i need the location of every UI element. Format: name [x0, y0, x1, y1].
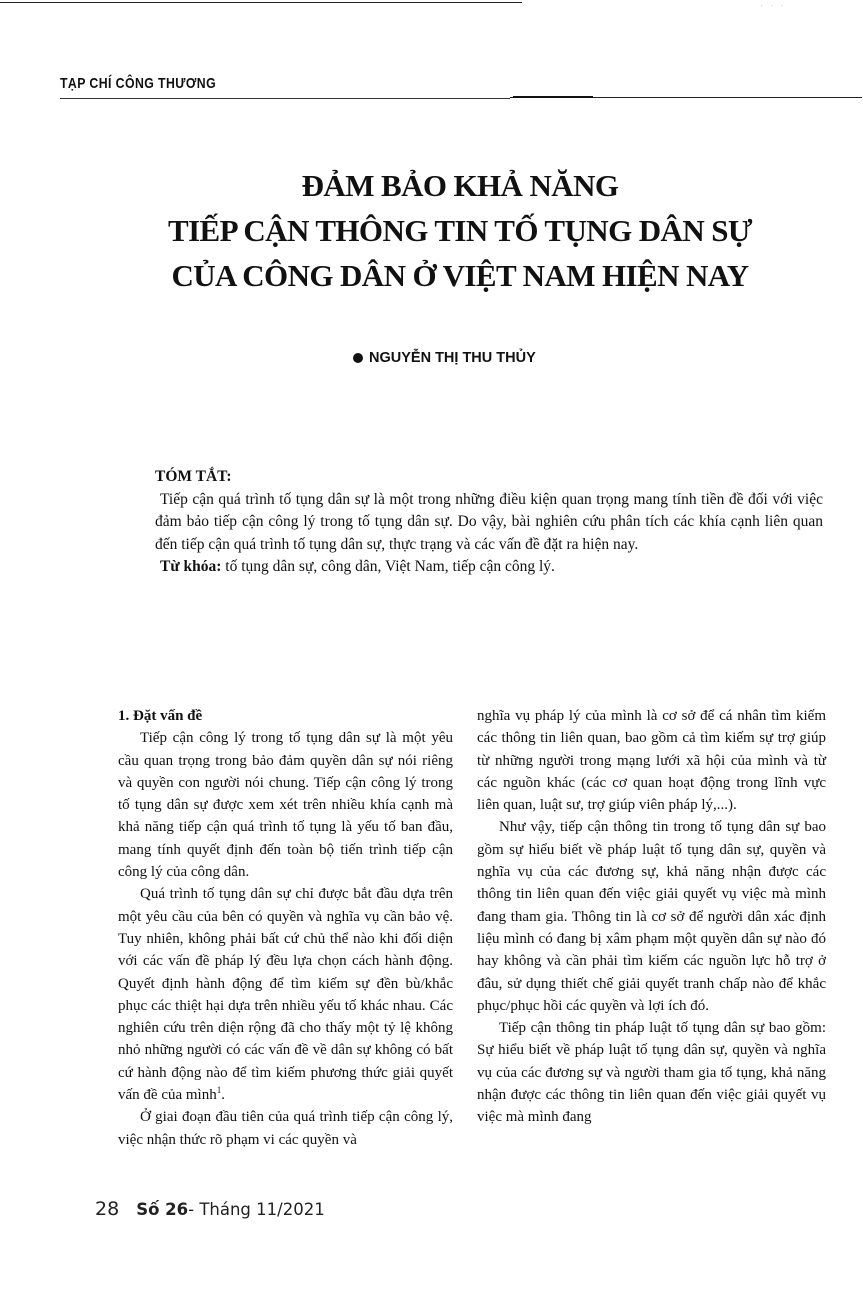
author-name: NGUYỄN THỊ THU THỦY: [369, 350, 536, 366]
abstract-section: [155, 466, 823, 579]
bullet-icon: [353, 353, 363, 363]
paragraph: [118, 883, 453, 1106]
scan-artifact: · · ·: [760, 0, 786, 11]
issue-number: Số 26: [136, 1200, 189, 1219]
paragraph: Ở giai đoạn đầu tiên của quá trình tiếp cận công lý, việc nhận thức rõ phạm vi các quyền và: [118, 1109, 453, 1148]
journal-name: TẠP CHÍ CÔNG THƯƠNG: [60, 75, 217, 92]
title-line: CỦA CÔNG DÂN Ở VIỆT NAM HIỆN NAY: [171, 258, 749, 293]
paragraph-continued: nghĩa vụ pháp lý của mình là cơ sở để cá nhân tìm kiếm các thông tin liên quan, bao gồm cả tìm kiếm sự trợ giúp từ những người trong mạng lưới xã hội của mình và từ các nguồn khác (các cơ quan hoạt động trong lĩnh vực liên quan, luật sư, trợ giúp viên pháp lý,...).: [477, 708, 826, 814]
paragraph: Như vậy, tiếp cận thông tin trong tố tụng dân sự bao gồm sự hiểu biết về pháp luật tố tụng dân sự, quyền và nghĩa vụ của các đương sự, khả năng nhận được các thông tin liên quan đến việc giải quyết vụ việc mà mình đang tham gia. Thông tin là cơ sở để người dân xác định liệu mình có đang bị xâm phạm một quyền dân sự nào đó hay không và cần phải tìm kiếm các nguồn lực hỗ trợ ở đâu, sử dụng thiết chế giải quyết tranh chấp nào để khắc phục/phục hồi các quyền và lợi ích đó.: [477, 819, 826, 1014]
title-line: ĐẢM BẢO KHẢ NĂNG: [301, 168, 619, 203]
paragraph-text: Quá trình tố tụng dân sự chỉ được bắt đầu dựa trên một yêu cầu của bên có quyền và nghĩa vụ cần bảo vệ. Tuy nhiên, không phải bất cứ chủ thể nào khi đối diện với các vấn đề pháp lý đều lựa chọn cách hành động. Quyết định hành động để tìm kiếm sự đền bù/khắc phục các thiệt hại dựa trên nhiều yếu tố khác nhau. Các nghiên cứu trên diện rộng đã cho thấy một tỷ lệ không nhỏ những người có các vấn đề về dân sự không có bất cứ hành động nào để tìm kiếm phương thức giải quyết vấn đề của mình: [118, 886, 453, 1104]
page-number: 28: [95, 1198, 120, 1220]
section-heading: 1. Đặt vấn đề: [118, 708, 203, 724]
keywords-label: Từ khóa:: [160, 558, 222, 575]
author-byline: [353, 350, 536, 366]
footnote-reference[interactable]: 1: [216, 1085, 222, 1096]
body-column-left: [118, 705, 453, 1151]
header-rule: [60, 98, 510, 99]
paragraph: Tiếp cận công lý trong tố tụng dân sự là một yêu cầu quan trọng trong bảo đảm quyền dân sự nói riêng và quyền con người nói chung. Tiếp cận công lý trong tố tụng dân sự được xem xét trên nhiều khía cạnh mà khả năng tiếp cận quá trình tố tụng là yếu tố ban đầu, mang tính quyết định đến toàn bộ tiến trình tiếp cận công lý của công dân.: [118, 730, 453, 881]
title-line: TIẾP CẬN THÔNG TIN TỐ TỤNG DÂN SỰ: [168, 213, 752, 248]
keywords-text: tố tụng dân sự, công dân, Việt Nam, tiếp cận công lý.: [221, 558, 555, 575]
top-edge-rule: [0, 2, 522, 3]
body-column-right: [477, 705, 826, 1129]
keywords: [155, 556, 823, 579]
paragraph-end: .: [221, 1087, 225, 1104]
abstract-heading: TÓM TẮT:: [155, 468, 232, 485]
page-footer: [95, 1198, 325, 1220]
abstract-text: Tiếp cận quá trình tố tụng dân sự là một trong những điều kiện quan trọng mang tính tiền đề đối với việc đảm bảo tiếp cận công lý trong tố tụng dân sự. Do vậy, bài nghiên cứu phân tích các khía cạnh liên quan đến tiếp cận quá trình tố tụng dân sự, thực trạng và các vấn đề đặt ra hiện nay.: [155, 490, 823, 553]
header-rule-accent: [513, 96, 593, 98]
article-title: [100, 163, 820, 298]
paragraph: Tiếp cận thông tin pháp luật tố tụng dân sự bao gồm: Sự hiểu biết về pháp luật tố tụng dân sự, quyền và nghĩa vụ của các đương sự và người tham gia tố tụng, khả năng nhận được các thông tin liên quan đến việc giải quyết vụ việc mà mình đang: [477, 1020, 826, 1126]
issue-date: - Tháng 11/2021: [188, 1200, 325, 1219]
